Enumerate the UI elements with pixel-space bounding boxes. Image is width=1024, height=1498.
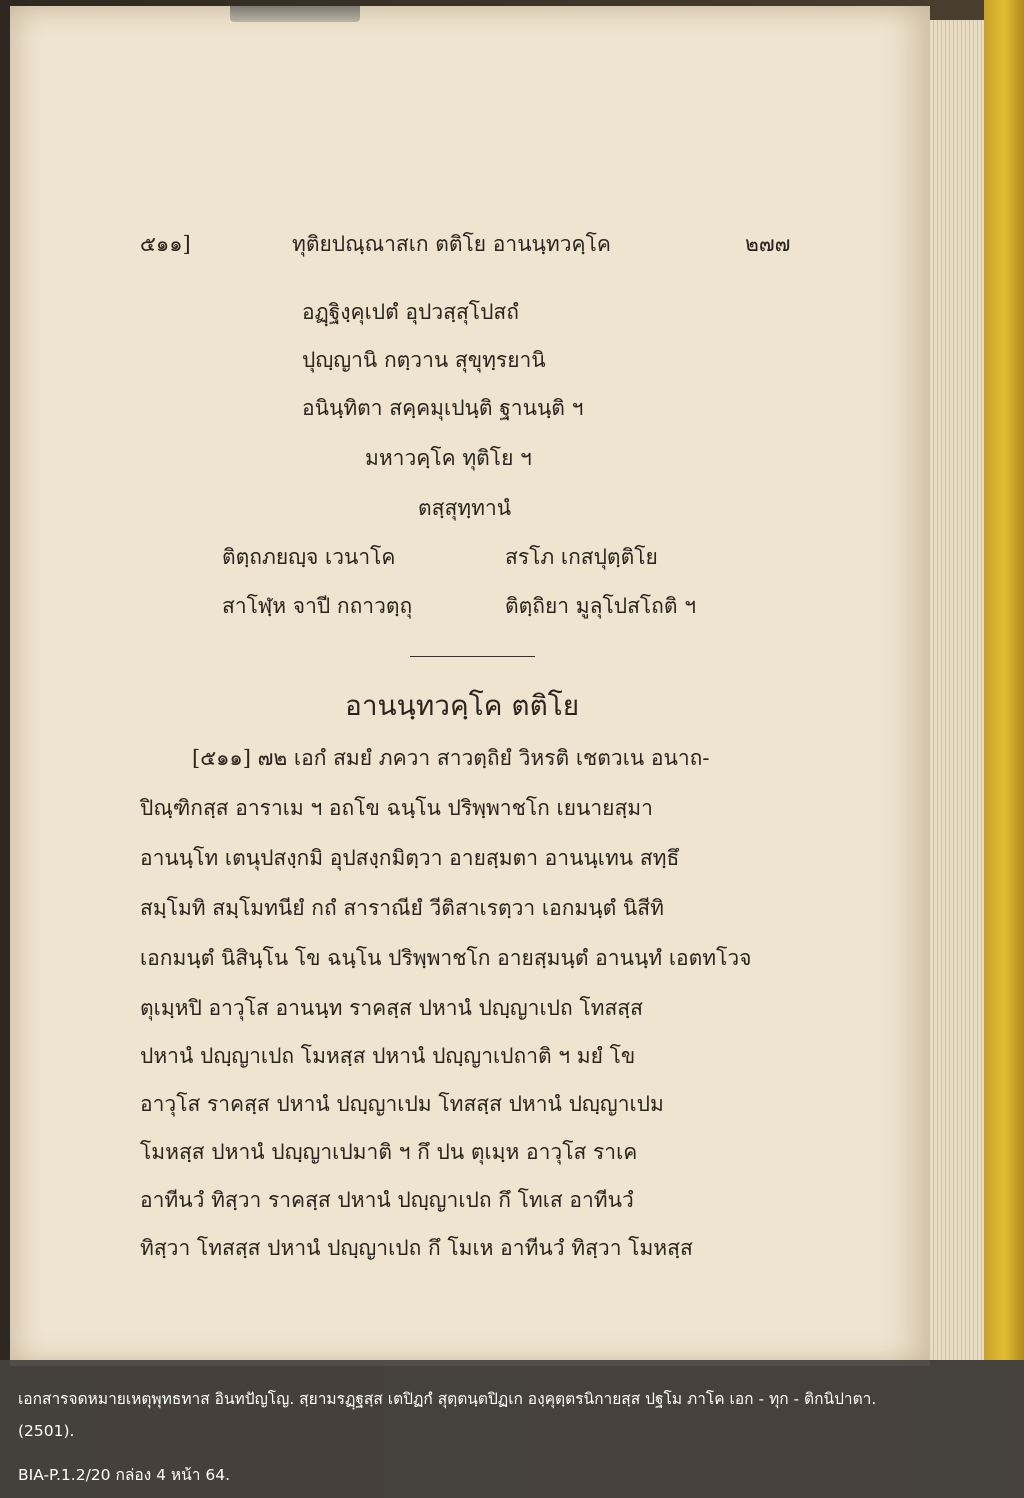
running-header: [10, 228, 930, 268]
prose-line: ปิณฺฑิกสฺส อาราเม ฯ อถโข ฉนฺโน ปริพฺพาชโก เยนายสฺมา: [140, 796, 653, 820]
section-title: อานนฺทวคฺโค ตติโย: [345, 689, 580, 722]
prose-line: เอกมนฺตํ นิสินฺโน โข ฉนฺโน ปริพฺพาชโก อายสฺมนฺตํ อานนฺทํ เอตทโวจ: [140, 946, 752, 970]
prose-line: โมหสฺส ปหานํ ปญฺญาเปมาติ ฯ กึ ปน ตุเมฺห อาวุโส ราเค: [140, 1140, 638, 1164]
caption-citation: เอกสารจดหมายเหตุพุทธทาส อินทปัญโญ. สฺยามรฏฺฐสฺส เตปิฏกํ สุตฺตนฺตปิฏเก องฺคุตฺตรนิกายสฺส ปฐโม ภาโค เอก - ทุก - ติกนิปาตา.: [18, 1390, 877, 1408]
uddana-left: ติตฺถภยญฺจ เวนาโค: [222, 545, 396, 569]
header-title: ทุติยปณฺณาสเก ตติโย อานนฺทวคฺโค: [292, 232, 611, 256]
prose-line: สมฺโมทิ สมฺโมทนียํ กถํ สาราณียํ วีติสาเรตฺวา เอกมนฺตํ นิสีทิ: [140, 896, 664, 920]
archive-caption: [0, 1360, 1024, 1498]
section-divider: [410, 656, 535, 657]
book-page: [10, 6, 930, 1366]
chapter-end-line: มหาวคฺโค ทุติโย ฯ: [365, 446, 532, 470]
prose-line: ตุเมฺหปิ อาวุโส อานนฺท ราคสฺส ปหานํ ปญฺญาเปถ โทสสฺส: [140, 996, 643, 1020]
caption-reference: BIA-P.1.2/20 กล่อง 4 หน้า 64.: [18, 1466, 231, 1484]
uddana-right: ติตฺถิยา มูลุโปสโถติ ฯ: [505, 594, 696, 618]
uddana-heading: ตสฺสุทฺทานํ: [418, 496, 512, 520]
caption-year: (2501).: [18, 1422, 75, 1440]
prose-line: [๕๑๑] ๗๒ เอกํ สมยํ ภควา สาวตฺถิยํ วิหรติ เชตวเน อนาถ-: [192, 746, 710, 770]
prose-line: อานนฺโท เตนุปสงฺกมิ อุปสงฺกมิตฺวา อายสฺมตา อานนฺเทน สทฺธึ: [140, 846, 680, 870]
book-cover-edge: [984, 0, 1024, 1360]
prose-line: อาทีนวํ ทิสฺวา ราคสฺส ปหานํ ปญฺญาเปถ กึ โทเส อาทีนวํ: [140, 1188, 634, 1212]
page-number: ๒๗๗: [745, 232, 791, 256]
verse-line: อฏฺฐิงฺคุเปตํ อุปวสฺสุโปสถํ: [302, 300, 519, 324]
header-section-number: ๕๑๑]: [140, 232, 191, 256]
prose-line: ทิสฺวา โทสสฺส ปหานํ ปญฺญาเปถ กึ โมเห อาทีนวํ ทิสฺวา โมหสฺส: [140, 1236, 693, 1260]
prose-line: ปหานํ ปญฺญาเปถ โมหสฺส ปหานํ ปญฺญาเปถาติ ฯ มยํ โข: [140, 1044, 636, 1068]
prose-line: อาวุโส ราคสฺส ปหานํ ปญฺญาเปม โทสสฺส ปหานํ ปญฺญาเปม: [140, 1092, 664, 1116]
uddana-left: สาโฬฺห จาปี กถาวตฺถุ: [222, 594, 413, 618]
uddana-right: สรโภ เกสปุตฺติโย: [505, 545, 658, 569]
page-clip: [230, 6, 360, 22]
verse-line: อนินฺทิตา สคฺคมุเปนฺติ ฐานนฺติ ฯ: [302, 396, 584, 420]
verse-line: ปุญฺญานิ กตฺวาน สุขุทฺรยานิ: [302, 348, 546, 372]
